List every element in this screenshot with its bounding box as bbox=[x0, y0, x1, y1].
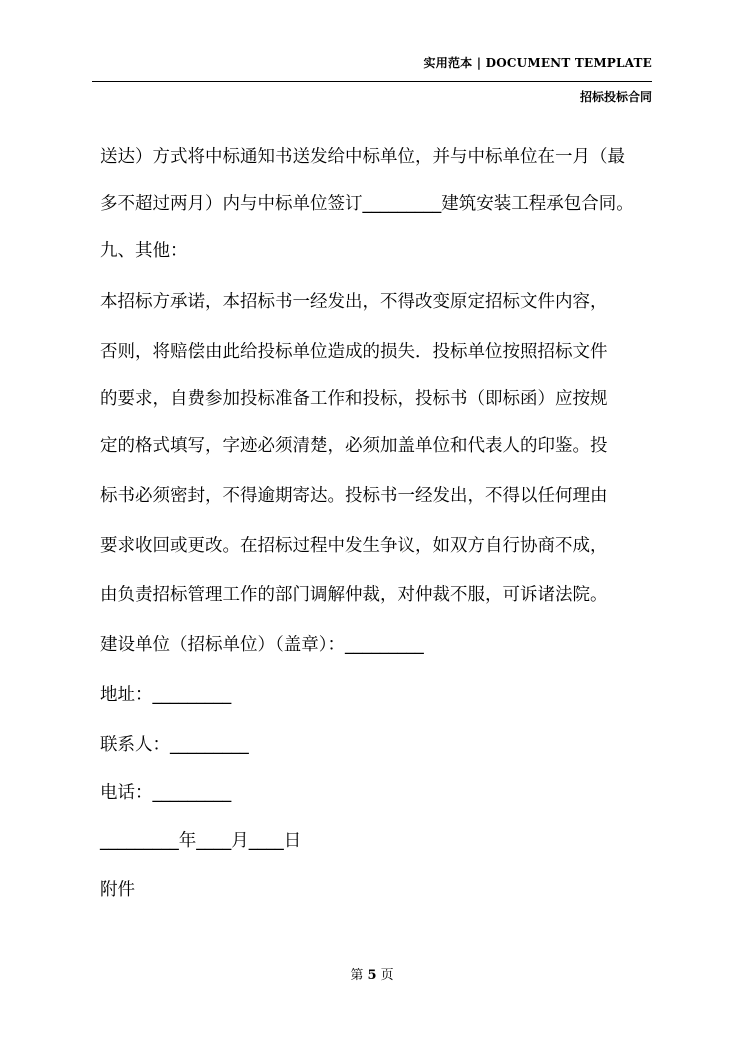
body-line: 的要求，自费参加投标准备工作和投标，投标书（即标函）应按规 bbox=[100, 389, 608, 409]
body-line: 本招标方承诺，本招标书一经发出，不得改变原定招标文件内容， bbox=[100, 292, 608, 312]
contact-field: 联系人：_________ bbox=[100, 735, 249, 755]
page-prefix: 第 bbox=[350, 968, 364, 983]
page-footer bbox=[0, 964, 744, 983]
signature-builder-field: 建设单位（招标单位）（盖章）：_________ bbox=[100, 635, 424, 655]
page-suffix: 页 bbox=[380, 968, 394, 983]
body-line: 定的格式填写，字迹必须清楚，必须加盖单位和代表人的印鉴。投 bbox=[100, 436, 608, 456]
body-line: 由负责招标管理工作的部门调解仲裁，对仲裁不服，可诉诸法院。 bbox=[100, 585, 608, 605]
body-line: 送达）方式将中标通知书送发给中标单位，并与中标单位在一月（最 bbox=[100, 147, 625, 167]
body-line: 要求收回或更改。在招标过程中发生争议，如双方自行协商不成， bbox=[100, 536, 608, 556]
header-divider bbox=[92, 81, 652, 82]
header-subtitle: 招标投标合同 bbox=[579, 90, 652, 104]
section-heading: 九、其他： bbox=[100, 241, 188, 261]
body-line: 标书必须密封，不得逾期寄达。投标书一经发出，不得以任何理由 bbox=[100, 486, 608, 506]
body-line: 否则，将赔偿由此给投标单位造成的损失．投标单位按照招标文件 bbox=[100, 342, 608, 362]
header-title: 实用范本 | DOCUMENT TEMPLATE bbox=[423, 56, 652, 70]
page-number: 5 bbox=[367, 968, 377, 983]
phone-field: 电话：_________ bbox=[100, 783, 232, 803]
address-field: 地址：_________ bbox=[100, 685, 232, 705]
attachment-label: 附件 bbox=[100, 880, 135, 900]
date-field: _________年____月____日 bbox=[100, 831, 302, 851]
body-line: 多不超过两月）内与中标单位签订_________建筑安装工程承包合同。 bbox=[100, 194, 634, 214]
